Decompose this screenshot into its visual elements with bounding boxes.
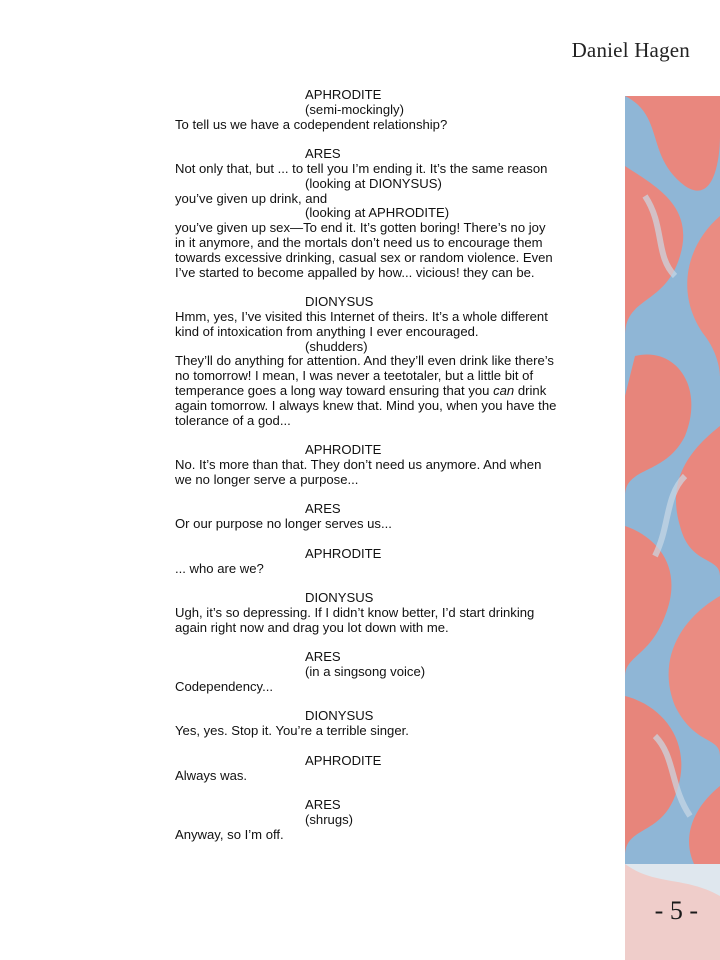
script-cue-line: APHRODITE <box>305 442 382 458</box>
script-dialogue-line: you’ve given up drink, and <box>175 190 328 206</box>
script-cue-line: ARES <box>305 146 341 162</box>
script-dialogue-line: Hmm, yes, I’ve visited this Internet of theirs. It’s a whole different <box>175 308 548 324</box>
line-text-part: temperance goes a long way toward ensuring that you <box>175 382 494 398</box>
line-gap <box>175 280 625 295</box>
script-dialogue-line: To tell us we have a codependent relationship? <box>175 116 448 132</box>
script-cue-line: (shudders) <box>305 338 368 354</box>
script-dialogue-line: I’ve started to become appalled by how... vicious! they can be. <box>175 264 535 280</box>
script-dialogue-line: Or our purpose no longer serves us... <box>175 516 392 532</box>
script-dialogue-line: in it anymore, and the mortals don’t need us to encourage them <box>175 234 543 250</box>
page-number: - 5 - <box>654 896 698 925</box>
script-dialogue-line: again tomorrow. I always knew that. Mind you, when you have the <box>175 397 557 413</box>
script-body <box>175 88 625 843</box>
script-dialogue-line: Codependency... <box>175 678 274 694</box>
script-cue-line: ARES <box>305 797 341 813</box>
line-gap <box>175 576 625 591</box>
script-dialogue-line: again right now and drag you lot down with me. <box>175 619 449 635</box>
script-dialogue-line: Always was. <box>175 767 248 783</box>
line-gap <box>175 428 625 443</box>
author-name: Daniel Hagen <box>571 38 690 62</box>
script-cue-line: APHRODITE <box>305 87 382 102</box>
script-dialogue-line: They’ll do anything for attention. And they’ll even drink like there’s <box>175 353 554 369</box>
line-gap <box>175 532 625 547</box>
script-dialogue-line: No. It’s more than that. They don’t need us anymore. And when <box>175 456 542 472</box>
script-cue-line: ARES <box>305 501 341 517</box>
script-cue-line: DIONYSUS <box>305 294 374 310</box>
script-dialogue-line: you’ve given up sex—To end it. It’s gotten boring! There’s no joy <box>175 220 546 236</box>
script-dialogue-line: tolerance of a god... <box>175 412 291 428</box>
script-cue-line: (looking at DIONYSUS) <box>305 175 442 191</box>
script-dialogue-line: Ugh, it’s so depressing. If I didn’t know better, I’d start drinking <box>175 604 535 620</box>
line-gap <box>175 783 625 798</box>
script-cue-line: APHRODITE <box>305 545 382 561</box>
script-cue-line: (looking at APHRODITE) <box>305 205 450 221</box>
decorative-art-strip <box>625 96 720 960</box>
script-dialogue-line: Anyway, so I’m off. <box>175 826 284 842</box>
emphasized-word: can <box>493 382 515 398</box>
watercolor-swirl-art <box>625 96 720 960</box>
script-cue-line: DIONYSUS <box>305 708 374 724</box>
script-dialogue-line <box>175 384 625 399</box>
script-cue-line: DIONYSUS <box>305 590 374 606</box>
line-gap <box>175 635 625 650</box>
script-dialogue-line: towards excessive drinking, casual sex or random violence. Even <box>175 249 553 265</box>
line-gap <box>175 739 625 754</box>
script-cue-line: APHRODITE <box>305 752 382 768</box>
line-gap <box>175 695 625 710</box>
script-cue-line: (semi-mockingly) <box>305 101 404 117</box>
script-cue-line: (in a singsong voice) <box>305 664 426 680</box>
line-text-part: drink <box>514 382 547 398</box>
script-cue-line: (shrugs) <box>305 812 354 828</box>
script-dialogue-line: ... who are we? <box>175 560 264 576</box>
script-dialogue-line: Yes, yes. Stop it. You’re a terrible singer. <box>175 723 409 739</box>
script-cue-line: ARES <box>305 649 341 665</box>
line-gap <box>175 488 625 503</box>
script-dialogue-line: we no longer serve a purpose... <box>175 471 359 487</box>
script-dialogue-line: no tomorrow! I mean, I was never a teetotaler, but a little bit of <box>175 368 534 384</box>
script-dialogue-line: kind of intoxication from anything I ever encouraged. <box>175 323 479 339</box>
line-gap <box>175 132 625 147</box>
script-dialogue-line: Not only that, but ... to tell you I’m ending it. It’s the same reason <box>175 160 548 176</box>
